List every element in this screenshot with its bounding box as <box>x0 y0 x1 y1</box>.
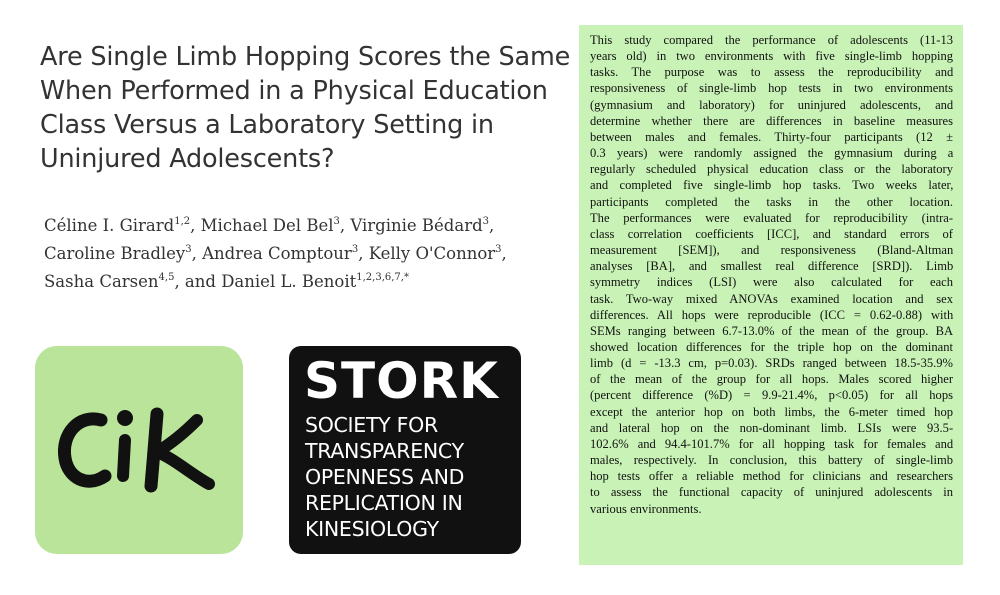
author-line <box>44 268 584 296</box>
abstract-line: differences. All hops were reproducible (ICC = 0.62-0.88) with <box>590 307 954 322</box>
stork-subtitle-line: OPENNESS AND <box>305 465 465 489</box>
abstract-line: to assess the functional capacity of uninjured adolescents in <box>590 485 953 500</box>
paper-title <box>40 40 580 176</box>
author-list <box>44 212 584 296</box>
abstract-line: of the mean of the group for all hops. Males scored higher <box>590 372 953 387</box>
stork-subtitle-line: SOCIETY FOR <box>305 413 438 437</box>
abstract-box <box>579 25 963 565</box>
title-line: Are Single Limb Hopping Scores the Same <box>40 42 571 72</box>
author-name: Kelly O'Connor <box>368 244 496 263</box>
author-line <box>44 240 584 268</box>
author-name: Andrea Comptour <box>202 244 352 263</box>
abstract-line: years old) in two environments with five single-limb hopping <box>590 49 953 64</box>
abstract-line: class correlation coefficients [ICC], and standard errors of <box>590 226 953 241</box>
author-separator: , <box>190 216 201 235</box>
abstract-line: task. Two-way mixed ANOVAs examined location and sex <box>590 291 953 306</box>
abstract-line: males, respectively. In conclusion, this battery of single-limb <box>590 453 953 468</box>
abstract-line: except the anterior hop on both limbs, the 6-meter timed hop <box>590 404 953 419</box>
abstract-line: measurement [SEM]), and responsiveness (Bland-Altman <box>590 243 954 258</box>
abstract-line: hop tests offer a reliable method for clinicians and researchers <box>590 469 953 484</box>
author-affiliation: 3 <box>333 216 340 227</box>
abstract-line: responsiveness of single-limb hop tests in two environments <box>590 81 953 96</box>
author-name: Daniel L. Benoit <box>221 272 357 291</box>
stork-logo <box>289 346 521 554</box>
cik-logo <box>35 346 243 554</box>
abstract-line: showed location differences for the triple hop on the dominant <box>590 339 954 354</box>
title-line: Class Versus a Laboratory Setting in <box>40 110 494 140</box>
abstract-line: limb (d = -13.3 cm, p=0.03). SRDs ranged between 18.5-35.9% <box>590 356 953 371</box>
abstract-line: (gymnasium and laboratory) for uninjured adolescents, and <box>590 97 954 112</box>
abstract-line: SEMs ranging between 6.7-13.0% of the mean of the group. BA <box>590 323 954 338</box>
abstract-line: (percent difference (%D) = 9.9-21.4%, p<0.05) for all hops <box>590 388 953 403</box>
abstract-line: and completed five single-limb hop tasks. Two weeks later, <box>590 178 954 193</box>
abstract-line: participants completed the tasks in the other location. <box>590 194 953 209</box>
author-name: Céline I. Girard <box>44 216 175 235</box>
author-separator: , <box>489 216 495 235</box>
author-affiliation: 1,2 <box>174 216 191 227</box>
abstract-line: The performances were evaluated for reproducibility (intra- <box>590 210 953 225</box>
author-affiliation: 1,2,3,6,7,* <box>356 272 409 283</box>
stork-subtitle-line: REPLICATION IN <box>305 491 463 515</box>
author-name: Sasha Carsen <box>44 272 159 291</box>
author-line <box>44 212 584 240</box>
title-line: Uninjured Adolescents? <box>40 144 335 174</box>
author-affiliation: 4,5 <box>158 272 175 283</box>
author-name: Virginie Bédard <box>350 216 483 235</box>
abstract-line: analyses [BA], and smallest real difference [SRD]). Limb <box>590 259 954 274</box>
author-affiliation: 3 <box>185 244 192 255</box>
author-separator: , <box>501 244 507 263</box>
title-line: When Performed in a Physical Education <box>40 76 548 106</box>
abstract-text <box>590 32 953 517</box>
author-separator: , <box>339 216 351 235</box>
abstract-line: regularly scheduled physical education class or the laboratory <box>590 162 953 177</box>
stork-subtitle-line: KINESIOLOGY <box>305 517 439 541</box>
abstract-line: various environments. <box>590 501 702 516</box>
abstract-line: symmetry indices (LSI) were also calculated for each <box>590 275 953 290</box>
author-separator: , and <box>174 272 222 291</box>
author-name: Michael Del Bel <box>200 216 334 235</box>
abstract-line: 0.3 years) were randomly assigned the gymnasium during a <box>590 146 954 161</box>
abstract-line: and lateral hop on the non-dominant limb. LSIs were 93.5- <box>590 420 954 435</box>
stork-subtitle <box>305 412 520 542</box>
abstract-line: between males and females. Thirty-four participants (12 ± <box>590 129 953 144</box>
cik-logo-mark <box>49 390 229 510</box>
author-name: Caroline Bradley <box>44 244 186 263</box>
stork-wordmark: STORK <box>304 352 499 410</box>
author-affiliation: 3 <box>351 244 359 255</box>
abstract-line: tasks. The purpose was to assess the reproducibility and <box>590 65 954 80</box>
author-affiliation: 3 <box>495 244 502 255</box>
stork-subtitle-line: TRANSPARENCY <box>305 439 464 463</box>
author-affiliation: 3 <box>482 216 490 227</box>
author-separator: , <box>358 244 369 263</box>
abstract-line: determine whether there are differences in baseline measures <box>590 113 953 128</box>
author-separator: , <box>191 244 203 263</box>
abstract-line: 102.6% and 94.4-101.7% for all hopping task for females and <box>590 436 954 451</box>
abstract-line: This study compared the performance of adolescents (11-13 <box>590 33 953 47</box>
